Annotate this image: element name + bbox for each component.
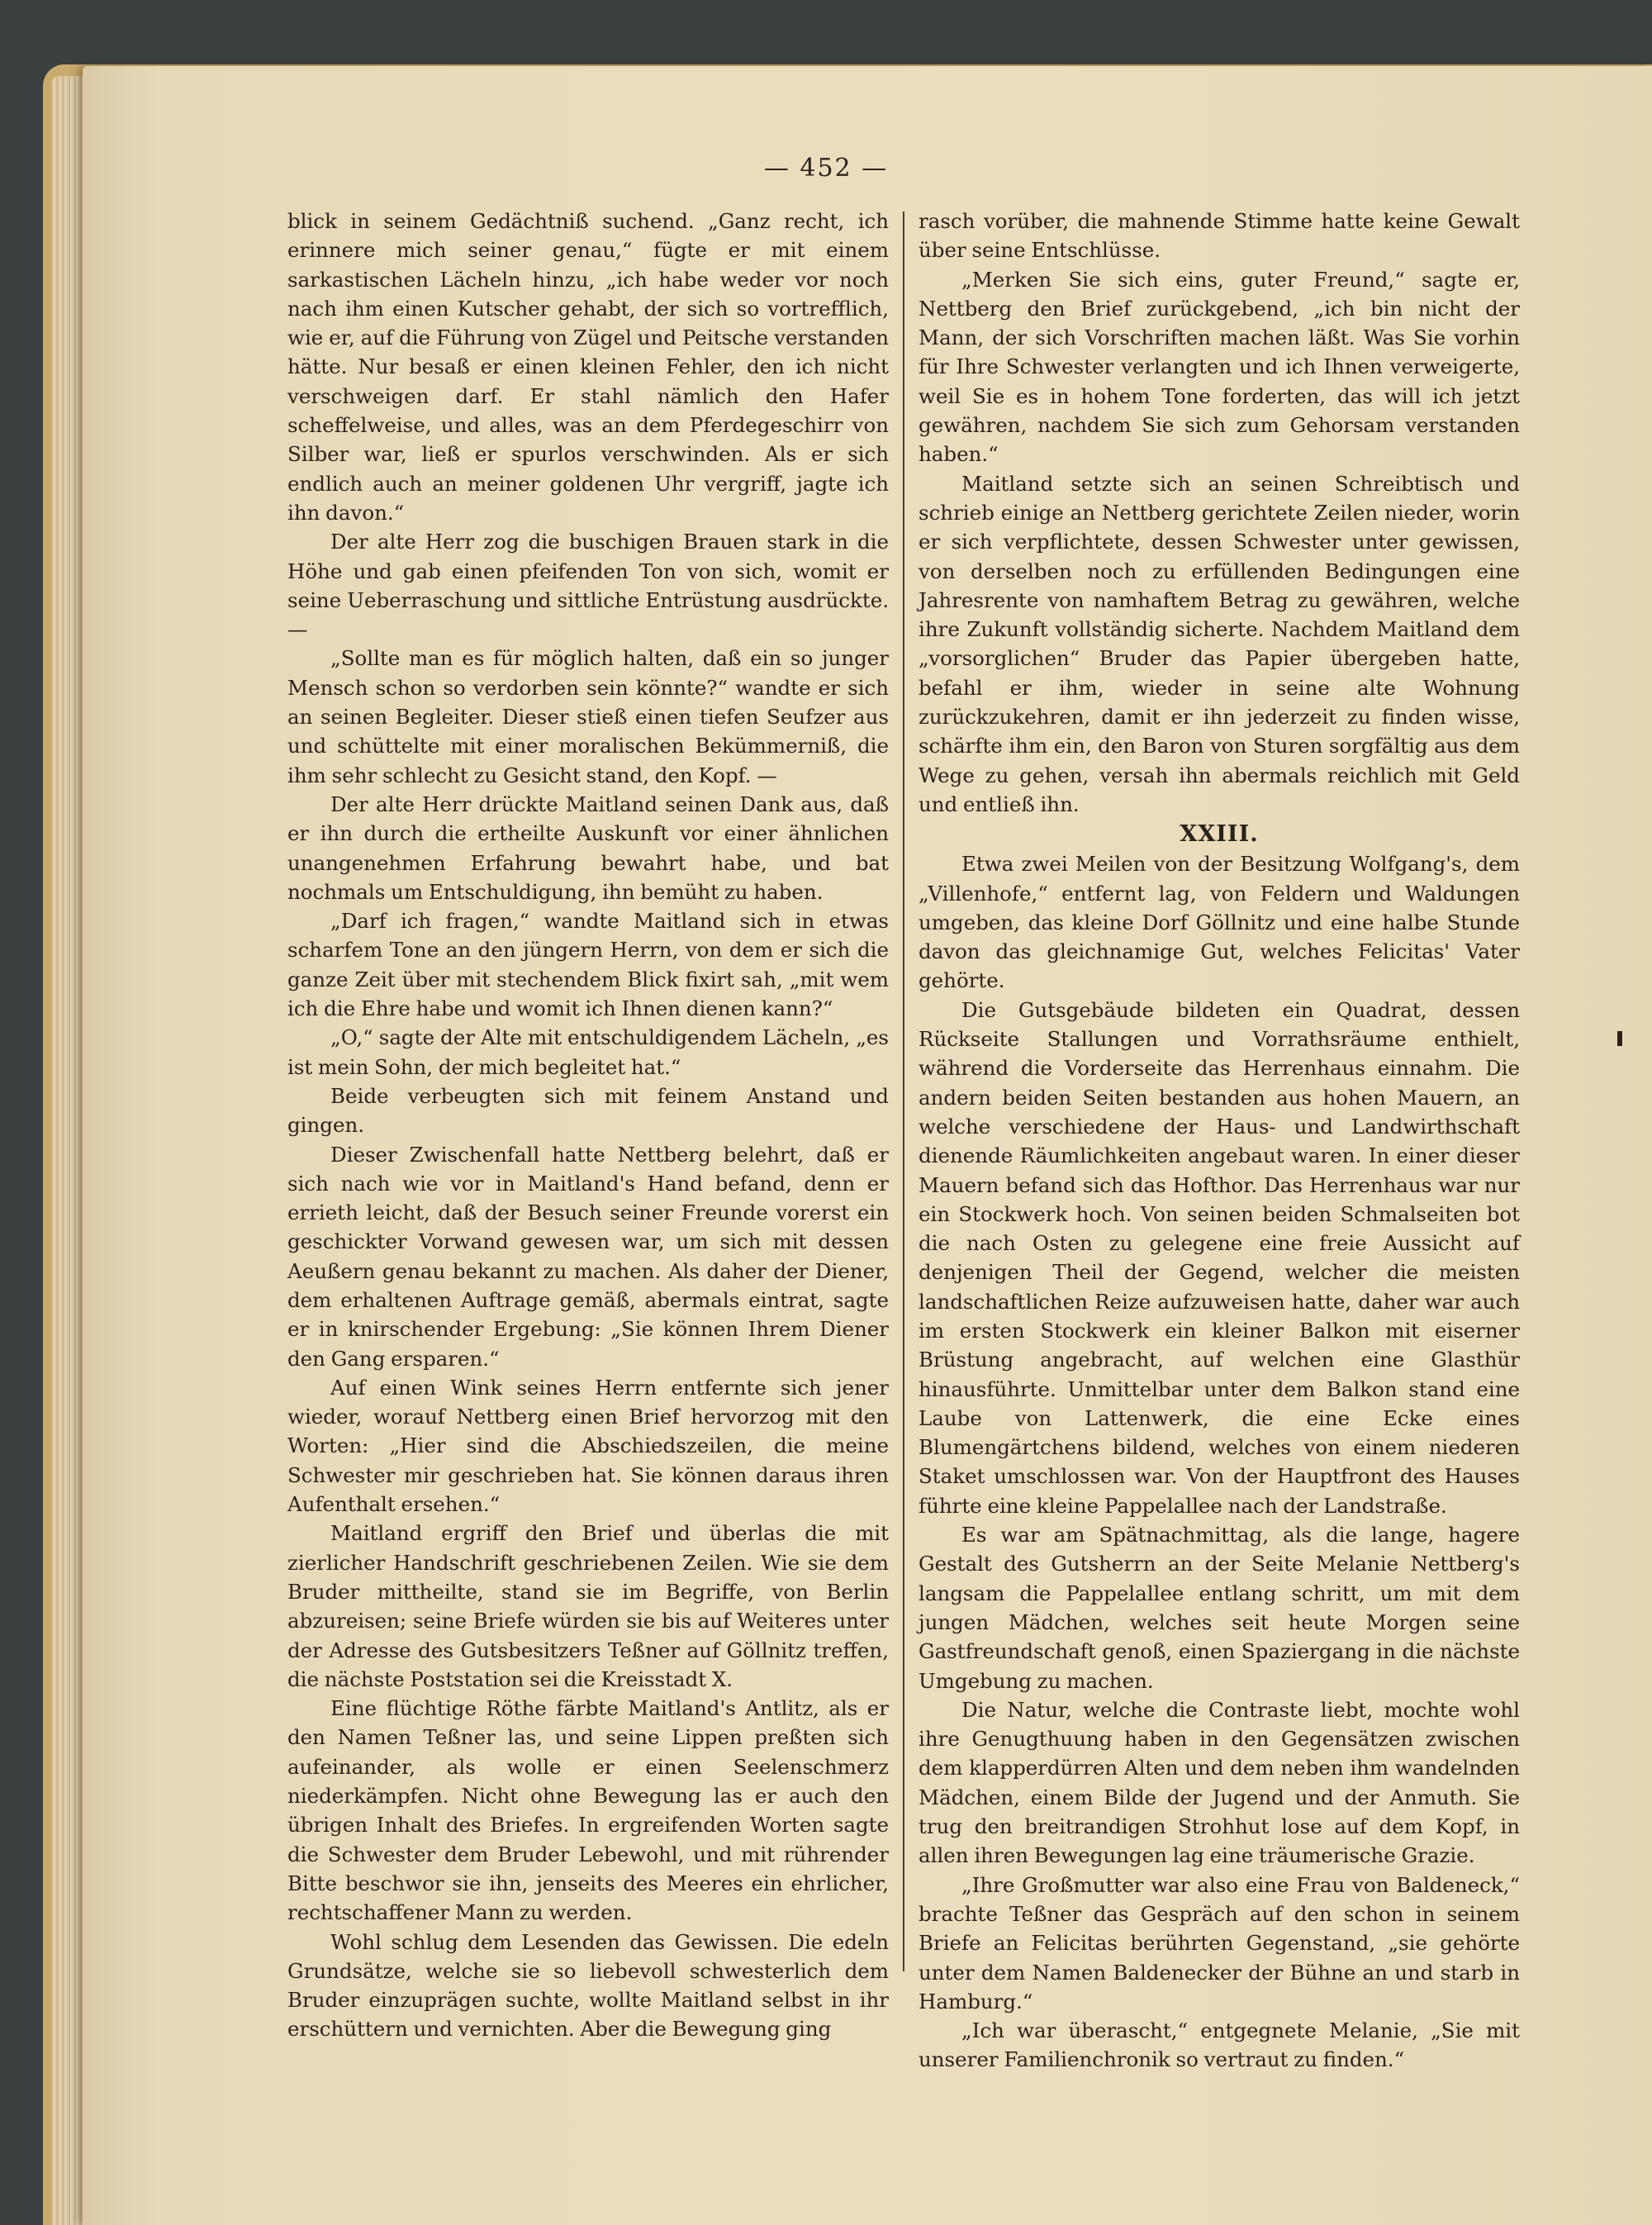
paragraph: Maitland ergriff den Brief und überlas die mit zierlicher Handschrift geschriebenen Zeilen. Wie sie dem Bruder mittheilte, stand sie im Begriffe, von Berlin abzureisen; seine Briefe würden sie bis auf Weiteres unter der Adresse des Gutsbesitzers Teßner auf Göllnitz treffen, die nächste Poststation sei die Kreisstadt X. — [287, 1521, 889, 1691]
paragraph: Wohl schlug dem Lesenden das Gewissen. Die edeln Grundsätze, welche sie so liebevoll schwesterlich dem Bruder einzuprägen suchte, wollte Maitland selbst in ihr erschüttern und vernichten. Aber die Bewegung ging — [287, 1929, 889, 2042]
page-number: — 452 — — [763, 154, 889, 183]
paragraph: Auf einen Wink seines Herrn entfernte sich jener wieder, worauf Nettberg einen Brief hervorzog mit den Worten: „Hier sind die Abschiedszeilen, die meine Schwester mir geschrieben hat. Sie können daraus ihren Aufenthalt ersehen.“ — [287, 1375, 889, 1517]
paragraph: Dieser Zwischenfall hatte Nettberg belehrt, daß er sich nach wie vor in Maitland's Hand befand, denn er errieth leicht, daß der Besuch seiner Freunde vorerst ein geschickter Vorwand gewesen war, um sich mit dessen Aeußern genau bekannt zu machen. Als daher der Diener, dem erhaltenen Auftrage gemäß, abermals eintrat, sagte er in knirschender Ergebung: „Sie können Ihrem Diener den Gang ersparen.“ — [287, 1142, 889, 1371]
paragraph: Beide verbeugten sich mit feinem Anstand und gingen. — [287, 1083, 889, 1138]
chapter-heading: XXIII. — [1180, 821, 1259, 848]
paragraph: „Merken Sie sich eins, guter Freund,“ sagte er, Nettberg den Brief zurückgebend, „ich bin nicht der Mann, der sich Vorschriften machen läßt. Was Sie vorhin für Ihre Schwester verlangten und ich Ihnen verweigerte, weil Sie es in hohem Tone forderten, das will ich jetzt gewähren, nachdem Sie sich zum Gehorsam verstanden haben.“ — [919, 267, 1520, 467]
paragraph: „Ich war überascht,“ entgegnete Melanie, „Sie mit unserer Familienchronik so vertraut zu finden.“ — [919, 2018, 1520, 2072]
paragraph: Der alte Herr zog die buschigen Brauen stark in die Höhe und gab einen pfeifenden Ton von sich, womit er seine Ueberraschung und sittliche Entrüstung ausdrückte. — — [287, 530, 889, 642]
paragraph: Es war am Spätnachmittag, als die lange, hagere Gestalt des Gutsherrn an der Seite Melanie Nettberg's langsam die Pappelallee entlang schritt, um mit dem jungen Mädchen, welches seit heute Morgen seine Gastfreundschaft genoß, einen Spaziergang in die nächste Umgebung zu machen. — [919, 1523, 1520, 1693]
paragraph: rasch vorüber, die mahnende Stimme hatte keine Gewalt über seine Entschlüsse. — [919, 209, 1520, 263]
paragraph: blick in seinem Gedächtniß suchend. „Ganz recht, ich erinnere mich seiner genau,“ fügte er mit einem sarkastischen Lächeln hinzu, „ich habe weder vor noch nach ihm einen Kutscher gehabt, der sich so vortrefflich, wie er, auf die Führung von Zügel und Peitsche verstanden hätte. Nur besaß er einen kleinen Fehler, den ich nicht verschweigen darf. Er stahl nämlich den Hafer scheffelweise, und alles, was an dem Pferdegeschirr von Silber war, ließ er spurlos verschwinden. Als er sich endlich auch an meiner goldenen Uhr vergriff, jagte ich ihn davon.“ — [287, 209, 889, 525]
paragraph: Die Gutsgebäude bildeten ein Quadrat, dessen Rückseite Stallungen und Vorrathsräume enthielt, während die Vorderseite das Herrenhaus einnahm. Die andern beiden Seiten bestanden aus hohen Mauern, an welche verschiedene der Haus- und Landwirthschaft dienende Räumlichkeiten angebaut waren. In einer dieser Mauern befand sich das Hofthor. Das Herrenhaus war nur ein Stockwerk hoch. Von seinen beiden Schmalseiten bot die nach Osten zu gelegene eine freie Aussicht auf denjenigen Theil der Gegend, welcher die meisten landschaftlichen Reize aufzuweisen hatte, daher war auch im ersten Stockwerk ein kleiner Balkon mit eiserner Brüstung angebracht, auf welchen eine Glasthür hinausführte. Unmittelbar unter dem Balkon stand eine Laube von Lattenwerk, die eine Ecke eines Blumengärtchens bildend, welches von einem niederen Staket umschlossen war. Von der Hauptfront des Hauses führte eine kleine Pappelallee nach der Landstraße. — [919, 997, 1520, 1518]
paragraph: Eine flüchtige Röthe färbte Maitland's Antlitz, als er den Namen Teßner las, und seine Lippen preßten sich aufeinander, als wolle er einen Seelenschmerz niederkämpfen. Nicht ohne Bewegung las er auch den übrigen Inhalt des Briefes. In ergreifenden Worten sagte die Schwester dem Bruder Lebewohl, und mit rührender Bitte beschwor sie ihn, jenseits des Meeres ein ehrlicher, rechtschaffener Mann zu werden. — [287, 1696, 889, 1925]
paragraph: „O,“ sagte der Alte mit entschuldigendem Lächeln, „es ist mein Sohn, der mich begleitet hat.“ — [287, 1025, 889, 1079]
paragraph: „Ihre Großmutter war also eine Frau von Baldeneck,“ brachte Teßner das Gespräch auf den schon in seinem Briefe an Felicitas berührten Gegenstand, „sie gehörte unter dem Namen Baldenecker der Bühne an und starb in Hamburg.“ — [919, 1872, 1520, 2013]
column-divider — [903, 212, 904, 1971]
paragraph: „Darf ich fragen,“ wandte Maitland sich in etwas scharfem Tone an den jüngern Herrn, von dem er sich die ganze Zeit über mit stechendem Blick fixirt sah, „mit wem ich die Ehre habe und womit ich Ihnen dienen kann?“ — [287, 909, 889, 1021]
paragraph: Maitland setzte sich an seinen Schreibtisch und schrieb einige an Nettberg gerichtete Zeilen nieder, worin er sich verpflichtete, dessen Schwester unter gewissen, von derselben noch zu erfüllenden Bedingungen eine Jahresrente von namhaftem Betrag zu gewähren, welche ihre Zukunft vollständig sicherte. Nachdem Maitland dem „vorsorglichen“ Bruder das Papier übergeben hatte, befahl er ihm, wieder in seine alte Wohnung zurückzukehren, damit er ihn jederzeit zu finden wisse, schärfte ihm ein, den Baron von Sturen sorgfältig aus dem Wege zu gehen, versah ihn abermals reichlich mit Geld und entließ ihn. — [919, 471, 1520, 816]
left-column — [287, 207, 889, 2044]
paragraph: „Sollte man es für möglich halten, daß ein so junger Mensch schon so verdorben sein könnte?“ wandte er sich an seinen Begleiter. Dieser stieß einen tiefen Seufzer aus und schüttelte mit einer moralischen Bekümmerniß, die ihm sehr schlecht zu Gesicht stand, den Kopf. — — [287, 646, 889, 787]
margin-mark — [1617, 1031, 1622, 1046]
right-column — [919, 207, 1520, 2075]
paragraph: Etwa zwei Meilen von der Besitzung Wolfgang's, dem „Villenhofe,“ entfernt lag, von Feldern und Waldungen umgeben, das kleine Dorf Göllnitz und eine halbe Stunde davon das gleichnamige Gut, welches Felicitas' Vater gehörte. — [919, 852, 1520, 993]
paragraph: Der alte Herr drückte Maitland seinen Dank aus, daß er ihn durch die ertheilte Auskunft vor einer ähnlichen unangenehmen Erfahrung bewahrt habe, und bat nochmals um Entschuldigung, ihn bemüht zu haben. — [287, 792, 889, 904]
paragraph: Die Natur, welche die Contraste liebt, mochte wohl ihre Genugthuung haben in den Gegensätzen zwischen dem klapperdürren Alten und dem neben ihm wandelnden Mädchen, einem Bilde der Jugend und der Anmuth. Sie trug den breitrandigen Strohhut lose auf dem Kopf, in allen ihren Bewegungen lag eine träumerische Grazie. — [919, 1697, 1520, 1868]
